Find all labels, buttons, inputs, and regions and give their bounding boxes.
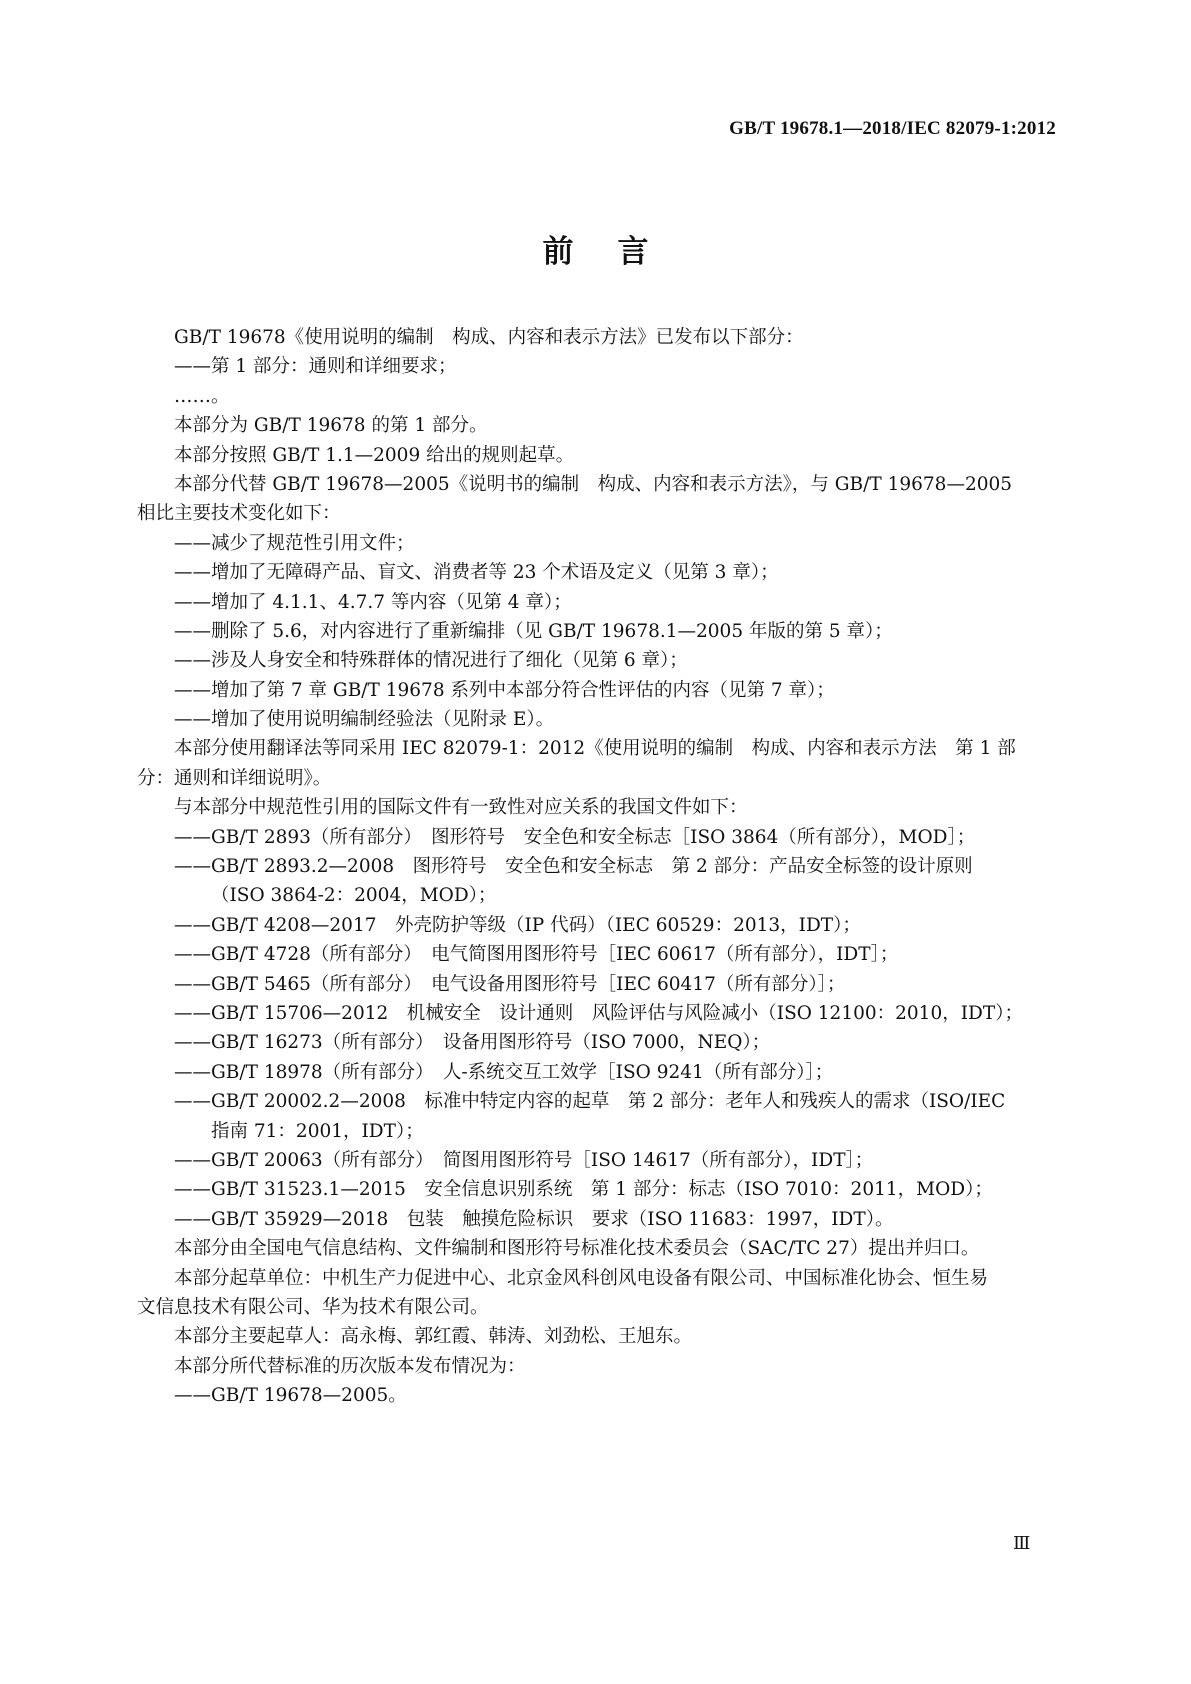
text-line: ——GB/T 18978（所有部分） 人-系统交互工效学［ISO 9241（所有部分）］； (174, 1061, 834, 1083)
text-line: ——GB/T 5465（所有部分） 电气设备用图形符号［IEC 60417（所有部分）］； (174, 973, 846, 995)
text-line: 分：通则和详细说明》。 (137, 767, 332, 789)
text-line: 本部分按照 GB/T 1.1—2009 给出的规则起草。 (174, 444, 575, 466)
text-line: ——涉及人身安全和特殊群体的情况进行了细化（见第 6 章）； (174, 650, 688, 672)
text-line: 本部分主要起草人：高永梅、郭红霞、韩涛、刘劲松、王旭东。 (174, 1326, 693, 1348)
text-line: 与本部分中规范性引用的国际文件有一致性对应关系的我国文件如下： (174, 797, 748, 819)
text-line: 本部分起草单位：中机生产力促进中心、北京金风科创风电设备有限公司、中国标准化协会、恒生易 (174, 1267, 989, 1289)
text-line: ——GB/T 2893.2—2008 图形符号 安全色和安全标志 第 2 部分：产品安全标签的设计原则 (174, 856, 973, 878)
text-line: ——GB/T 4208—2017 外壳防护等级（IP 代码）（IEC 60529：2013，IDT）； (174, 914, 861, 936)
text-line: ——GB/T 35929—2018 包装 触摸危险标识 要求（ISO 11683：1997，IDT）。 (174, 1208, 894, 1230)
text-line: 本部分使用翻译法等同采用 IEC 82079-1：2012《使用说明的编制 构成、内容和表示方法 第 1 部 (174, 738, 1016, 760)
page-title: 前言 (542, 234, 693, 270)
text-line: GB/T 19678《使用说明的编制 构成、内容和表示方法》已发布以下部分： (174, 327, 804, 348)
text-line: ——删除了 5.6，对内容进行了重新编排（见 GB/T 19678.1—2005 年版的第 5 章）； (174, 620, 893, 642)
text-line: ——增加了第 7 章 GB/T 19678 系列中本部分符合性评估的内容（见第 7 章）； (174, 679, 835, 701)
text-line: ——GB/T 19678—2005。 (174, 1385, 407, 1407)
text-line: 相比主要技术变化如下： (137, 503, 341, 525)
text-line: ——第 1 部分：通则和详细要求； (174, 356, 457, 378)
text-line: ……。 (174, 385, 230, 407)
text-line: （ISO 3864-2：2004，MOD）； (211, 885, 497, 907)
text-line: 本部分代替 GB/T 19678—2005《说明书的编制 构成、内容和表示方法》，与 GB/T 19678—2005 (174, 473, 1013, 495)
text-line: ——增加了无障碍产品、盲文、消费者等 23 个术语及定义（见第 3 章）； (174, 562, 779, 584)
text-line: 指南 71：2001，IDT）； (211, 1120, 424, 1142)
text-line: ——增加了使用说明编制经验法（见附录 E）。 (174, 709, 555, 731)
text-line: ——GB/T 20063（所有部分） 简图用图形符号［ISO 14617（所有部分），IDT］； (174, 1149, 874, 1171)
text-line: ——GB/T 31523.1—2015 安全信息识别系统 第 1 部分：标志（ISO 7010：2011，MOD）； (174, 1179, 993, 1201)
text-line: ——增加了 4.1.1、4.7.7 等内容（见第 4 章）； (174, 591, 572, 613)
text-line: 本部分为 GB/T 19678 的第 1 部分。 (174, 415, 488, 437)
foreword-body (137, 323, 1054, 1410)
text-line: ——减少了规范性引用文件； (174, 532, 415, 554)
text-line: 本部分所代替标准的历次版本发布情况为： (174, 1355, 526, 1377)
text-line: 本部分由全国电气信息结构、文件编制和图形符号标准化技术委员会（SAC/TC 27）提出并归口。 (174, 1238, 980, 1260)
text-line: 文信息技术有限公司、华为技术有限公司。 (137, 1296, 489, 1318)
text-line: ——GB/T 16273（所有部分） 设备用图形符号（ISO 7000，NEQ）； (174, 1032, 771, 1054)
text-line: ——GB/T 20002.2—2008 标准中特定内容的起草 第 2 部分：老年人和残疾人的需求（ISO/IEC (174, 1091, 1006, 1113)
page-number: Ⅲ (1013, 1533, 1031, 1553)
text-line: ——GB/T 2893（所有部分） 图形符号 安全色和安全标志［ISO 3864（所有部分），MOD］； (174, 826, 976, 848)
text-line: ——GB/T 4728（所有部分） 电气简图用图形符号［IEC 60617（所有部分），IDT］； (174, 944, 899, 966)
text-line: ——GB/T 15706—2012 机械安全 设计通则 风险评估与风险减小（ISO 12100：2010，IDT）； (174, 1002, 1023, 1024)
standard-code-header: GB/T 19678.1—2018/IEC 82079-1:2012 (729, 118, 1056, 139)
